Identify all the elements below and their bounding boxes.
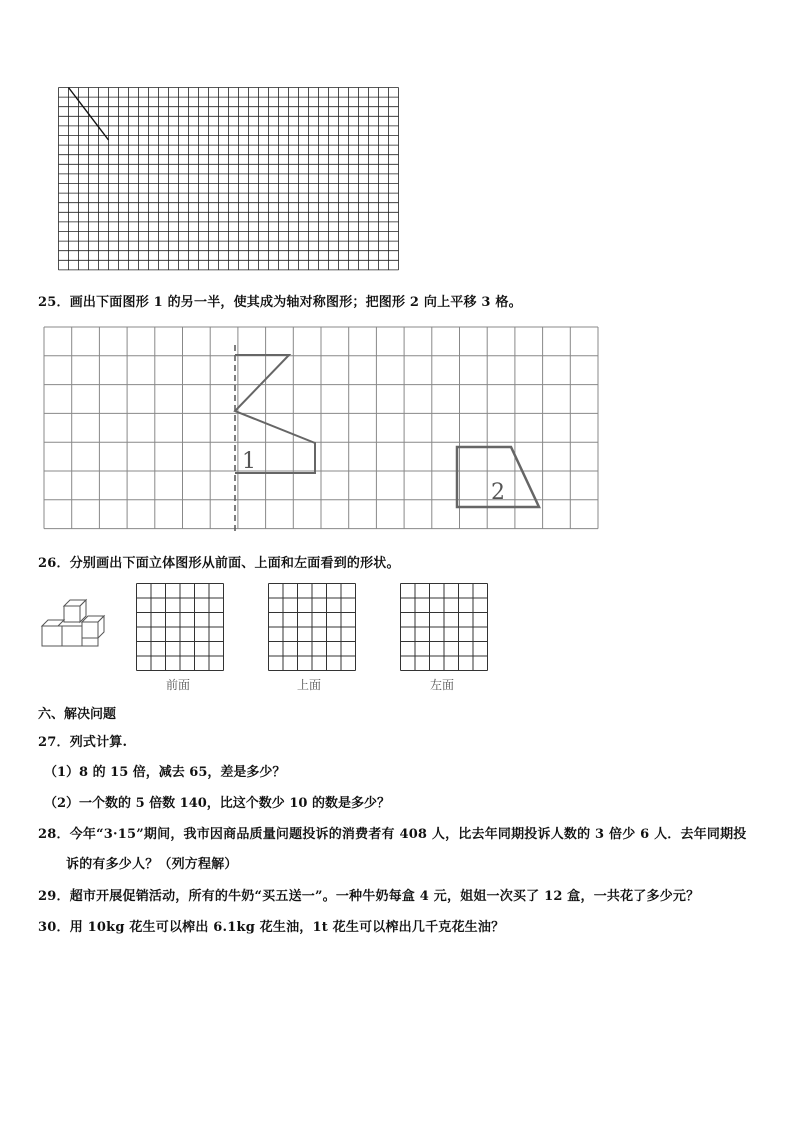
section-title: 六、解决问题 — [38, 707, 117, 722]
question-number: 29． — [38, 889, 70, 904]
question-text: 分别画出下面立体图形从前面、上面和左面看到的形状。 — [69, 556, 400, 571]
question-25 — [38, 291, 522, 310]
front-view-grid — [136, 583, 226, 671]
front-view-label: 前面 — [166, 678, 191, 692]
question-text: 画出下面图形 1 的另一半，使其成为轴对称图形；把图形 2 向上平移 3 格。 — [69, 295, 522, 310]
left-view-grid — [400, 583, 490, 671]
question-text: 列式计算. — [69, 735, 128, 750]
question-30 — [38, 916, 504, 935]
drawing-grid-top — [58, 87, 400, 272]
top-view-label: 上面 — [297, 678, 322, 692]
question-28-line-2: 诉的有多少人？（列方程解） — [66, 857, 238, 872]
question-text-line-1: 今年“3·15”期间，我市因商品质量问题投诉的消费者有 408 人，比去年同期投诉人数的 3 倍少 6 人．去年同期投 — [69, 827, 747, 842]
question-number: 30． — [38, 920, 70, 935]
question-29 — [38, 885, 699, 904]
symmetry-translation-grid — [42, 325, 602, 537]
cube-solid-figure — [40, 600, 110, 652]
figure-1-label: 1 — [242, 449, 256, 474]
grid-lines — [44, 327, 598, 529]
question-number: 25． — [38, 295, 70, 310]
question-number: 26． — [38, 556, 70, 571]
question-27-part-2: （2）一个数的 5 倍数 140，比这个数少 10 的数是多少？ — [44, 796, 390, 811]
question-27-part-1: （1）8 的 15 倍，减去 65，差是多少？ — [44, 765, 286, 780]
question-28 — [38, 823, 747, 842]
question-number: 27． — [38, 735, 70, 750]
figure-2-label: 2 — [491, 480, 505, 505]
question-27 — [38, 731, 127, 750]
question-text: 用 10kg 花生可以榨出 6.1kg 花生油，1t 花生可以榨出几千克花生油？ — [69, 920, 505, 935]
question-26 — [38, 552, 400, 571]
question-text: 超市开展促销活动，所有的牛奶“买五送一”。一种牛奶每盒 4 元，姐姐一次买了 12 盒，一共花了多少元？ — [69, 889, 700, 904]
left-view-label: 左面 — [430, 678, 455, 692]
question-number: 28． — [38, 827, 70, 842]
top-view-grid — [268, 583, 358, 671]
